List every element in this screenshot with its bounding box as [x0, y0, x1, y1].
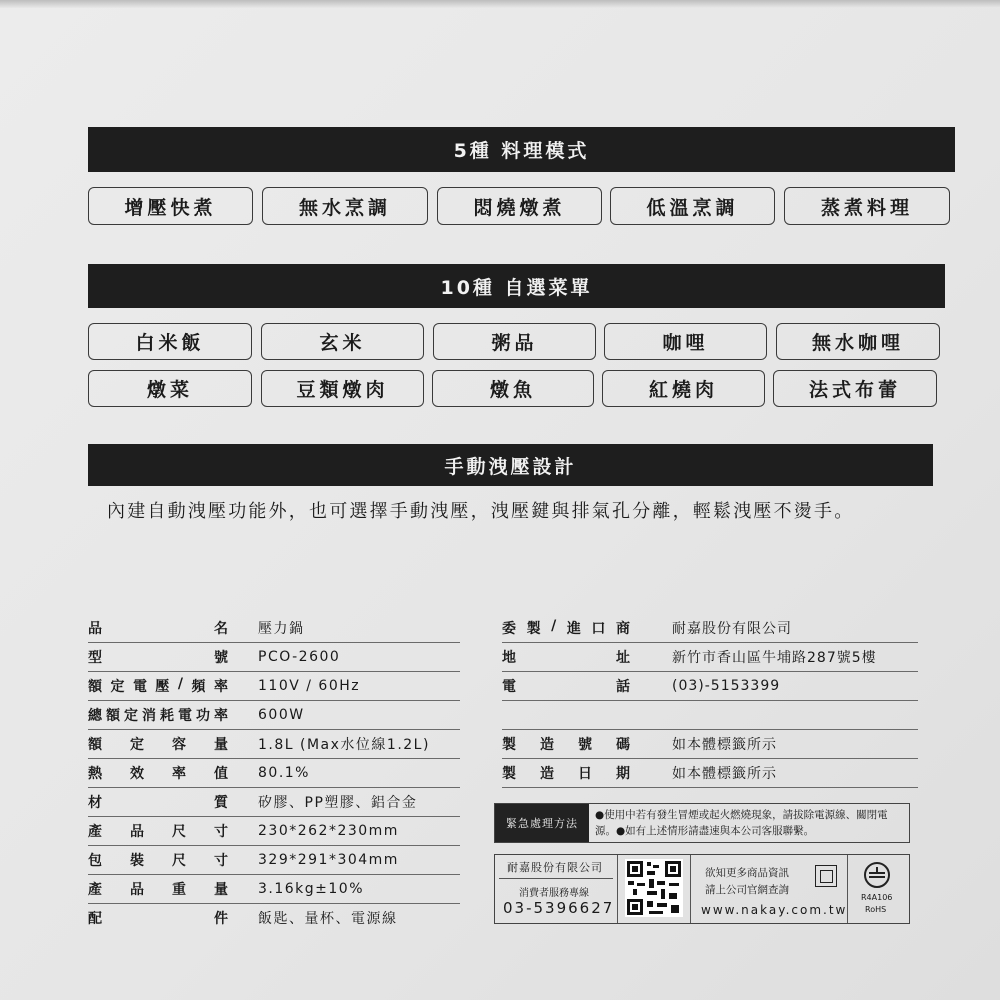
- spec-row: [88, 904, 460, 932]
- spec-value: 1.8L (Max水位線1.2L): [258, 737, 430, 753]
- info-line-2: 請上公司官網查詢: [705, 884, 789, 896]
- menu-item: [776, 323, 940, 360]
- spec-label: 產 品 重 量: [88, 882, 228, 898]
- spec-label: 產 品 尺 寸: [88, 824, 228, 840]
- mode-item: [610, 187, 775, 225]
- mode-label: 蒸煮料理: [820, 196, 913, 219]
- box-top-edge: [0, 0, 1000, 8]
- spec-label: 熱 效 率 值: [88, 766, 228, 782]
- menu-label: 白米飯: [135, 332, 205, 354]
- vline: [617, 855, 618, 923]
- spec-value: 230*262*230mm: [258, 823, 399, 839]
- cooking-modes-header: [88, 127, 955, 172]
- menu-header: [88, 264, 945, 308]
- menu-title: 10種 自選菜單: [440, 276, 593, 299]
- menu-label: 玄米: [319, 332, 366, 354]
- menu-label: 咖哩: [662, 332, 709, 354]
- manual-release-title: 手動洩壓設計: [444, 455, 577, 478]
- spec-label: 額 定 電 壓 / 頻 率: [88, 676, 228, 695]
- spec-label: 型 號: [88, 650, 228, 666]
- company-value: 耐嘉股份有限公司: [672, 621, 792, 637]
- spec-table: [88, 614, 460, 934]
- emergency-box: [494, 803, 910, 843]
- footer-divider: [499, 878, 613, 879]
- mode-item: [437, 187, 602, 225]
- mode-label: 低溫烹調: [646, 196, 739, 219]
- spec-row: [88, 846, 460, 875]
- manufacture-row: [502, 759, 918, 788]
- mode-item: [262, 187, 428, 225]
- company-value: 新竹市香山區牛埔路287號5樓: [672, 650, 877, 666]
- menu-item: [773, 370, 937, 407]
- spec-value: 600W: [258, 707, 305, 723]
- menu-item: [261, 323, 424, 360]
- spec-label: 配 件: [88, 911, 228, 927]
- mode-item: [784, 187, 950, 225]
- spec-value: 壓力鍋: [258, 621, 305, 637]
- mode-item: [88, 187, 253, 225]
- manufacture-label: 製 造 號 碼: [502, 737, 630, 753]
- vline: [690, 855, 691, 923]
- footer-box: [494, 854, 910, 924]
- company-row: [502, 672, 918, 701]
- manufacture-value: 如本體標籤所示: [672, 737, 777, 753]
- menu-label: 無水咖哩: [811, 332, 904, 354]
- menu-label: 燉魚: [489, 379, 536, 401]
- menu-item: [602, 370, 765, 407]
- menu-item: [432, 370, 594, 407]
- emergency-label: 緊急處理方法: [495, 804, 589, 842]
- company-row-empty: [502, 701, 918, 730]
- spec-value: 矽膠、PP塑膠、鋁合金: [258, 795, 418, 811]
- company-value: (03)-5153399: [672, 678, 781, 694]
- mode-label: 悶燒燉煮: [473, 196, 566, 219]
- company-row: [502, 614, 918, 643]
- manufacture-row: [502, 730, 918, 759]
- spec-row: [88, 643, 460, 672]
- mode-label: 無水烹調: [298, 196, 391, 219]
- manufacture-value: 如本體標籤所示: [672, 766, 777, 782]
- company-label: 地 址: [502, 650, 630, 666]
- spec-value: 飯匙、量杯、電源線: [258, 911, 398, 927]
- spec-label: 品 名: [88, 621, 228, 637]
- spec-row: [88, 672, 460, 701]
- website: www.nakay.com.tw: [701, 903, 848, 917]
- spec-value: 329*291*304mm: [258, 852, 399, 868]
- service-phone: 03-5396627: [503, 899, 615, 917]
- menu-label: 燉菜: [146, 379, 193, 401]
- menu-item: [88, 370, 252, 407]
- mode-label: 增壓快煮: [124, 196, 217, 219]
- spec-label: 材 質: [88, 795, 228, 811]
- cert-code: R4A106: [861, 893, 893, 902]
- qr-code-icon: [625, 859, 683, 917]
- company-label: 委 製 / 進 口 商: [502, 618, 630, 637]
- spec-value: 3.16kg±10%: [258, 881, 365, 897]
- menu-item: [604, 323, 767, 360]
- manual-release-description: 內建自動洩壓功能外，也可選擇手動洩壓，洩壓鍵與排氣孔分離，輕鬆洩壓不燙手。: [107, 501, 855, 522]
- bsmi-mark-icon: [863, 861, 891, 889]
- spec-row: [88, 730, 460, 759]
- menu-item: [261, 370, 424, 407]
- emergency-text: ●使用中若有發生冒煙或起火燃燒現象，請拔除電源線、關閉電源。●如有上述情形請盡速與本公司客服聯繫。: [595, 809, 888, 837]
- info-line-1: 欲知更多商品資訊: [705, 867, 789, 879]
- spec-row: [88, 875, 460, 904]
- menu-label: 豆類燉肉: [296, 379, 389, 401]
- service-label: 消費者服務專線: [519, 888, 589, 899]
- cooking-modes-title: 5種 料理模式: [453, 140, 590, 162]
- spec-label: 總 額 定 消 耗 電 功 率: [88, 708, 228, 724]
- vline: [847, 855, 848, 923]
- spec-value: 110V / 60Hz: [258, 678, 361, 694]
- spec-row: [88, 788, 460, 817]
- menu-item: [433, 323, 596, 360]
- spec-row: [88, 817, 460, 846]
- spec-value: 80.1%: [258, 765, 310, 781]
- company-row: [502, 643, 918, 672]
- spec-row: [88, 759, 460, 788]
- menu-label: 法式布蕾: [808, 379, 901, 401]
- menu-label: 粥品: [491, 332, 538, 354]
- spec-row: [88, 614, 460, 643]
- double-insulation-icon: [815, 865, 837, 887]
- company-table: [502, 614, 918, 784]
- rohs-label: RoHS: [865, 905, 887, 914]
- manufacture-label: 製 造 日 期: [502, 766, 630, 782]
- menu-label: 紅燒肉: [648, 379, 718, 401]
- company-label: 電 話: [502, 679, 630, 695]
- menu-item: [88, 323, 252, 360]
- manual-release-header: [88, 444, 933, 486]
- spec-label: 額 定 容 量: [88, 737, 228, 753]
- spec-label: 包 裝 尺 寸: [88, 853, 228, 869]
- spec-row: [88, 701, 460, 730]
- footer-company: 耐嘉股份有限公司: [507, 861, 603, 874]
- spec-value: PCO-2600: [258, 649, 341, 665]
